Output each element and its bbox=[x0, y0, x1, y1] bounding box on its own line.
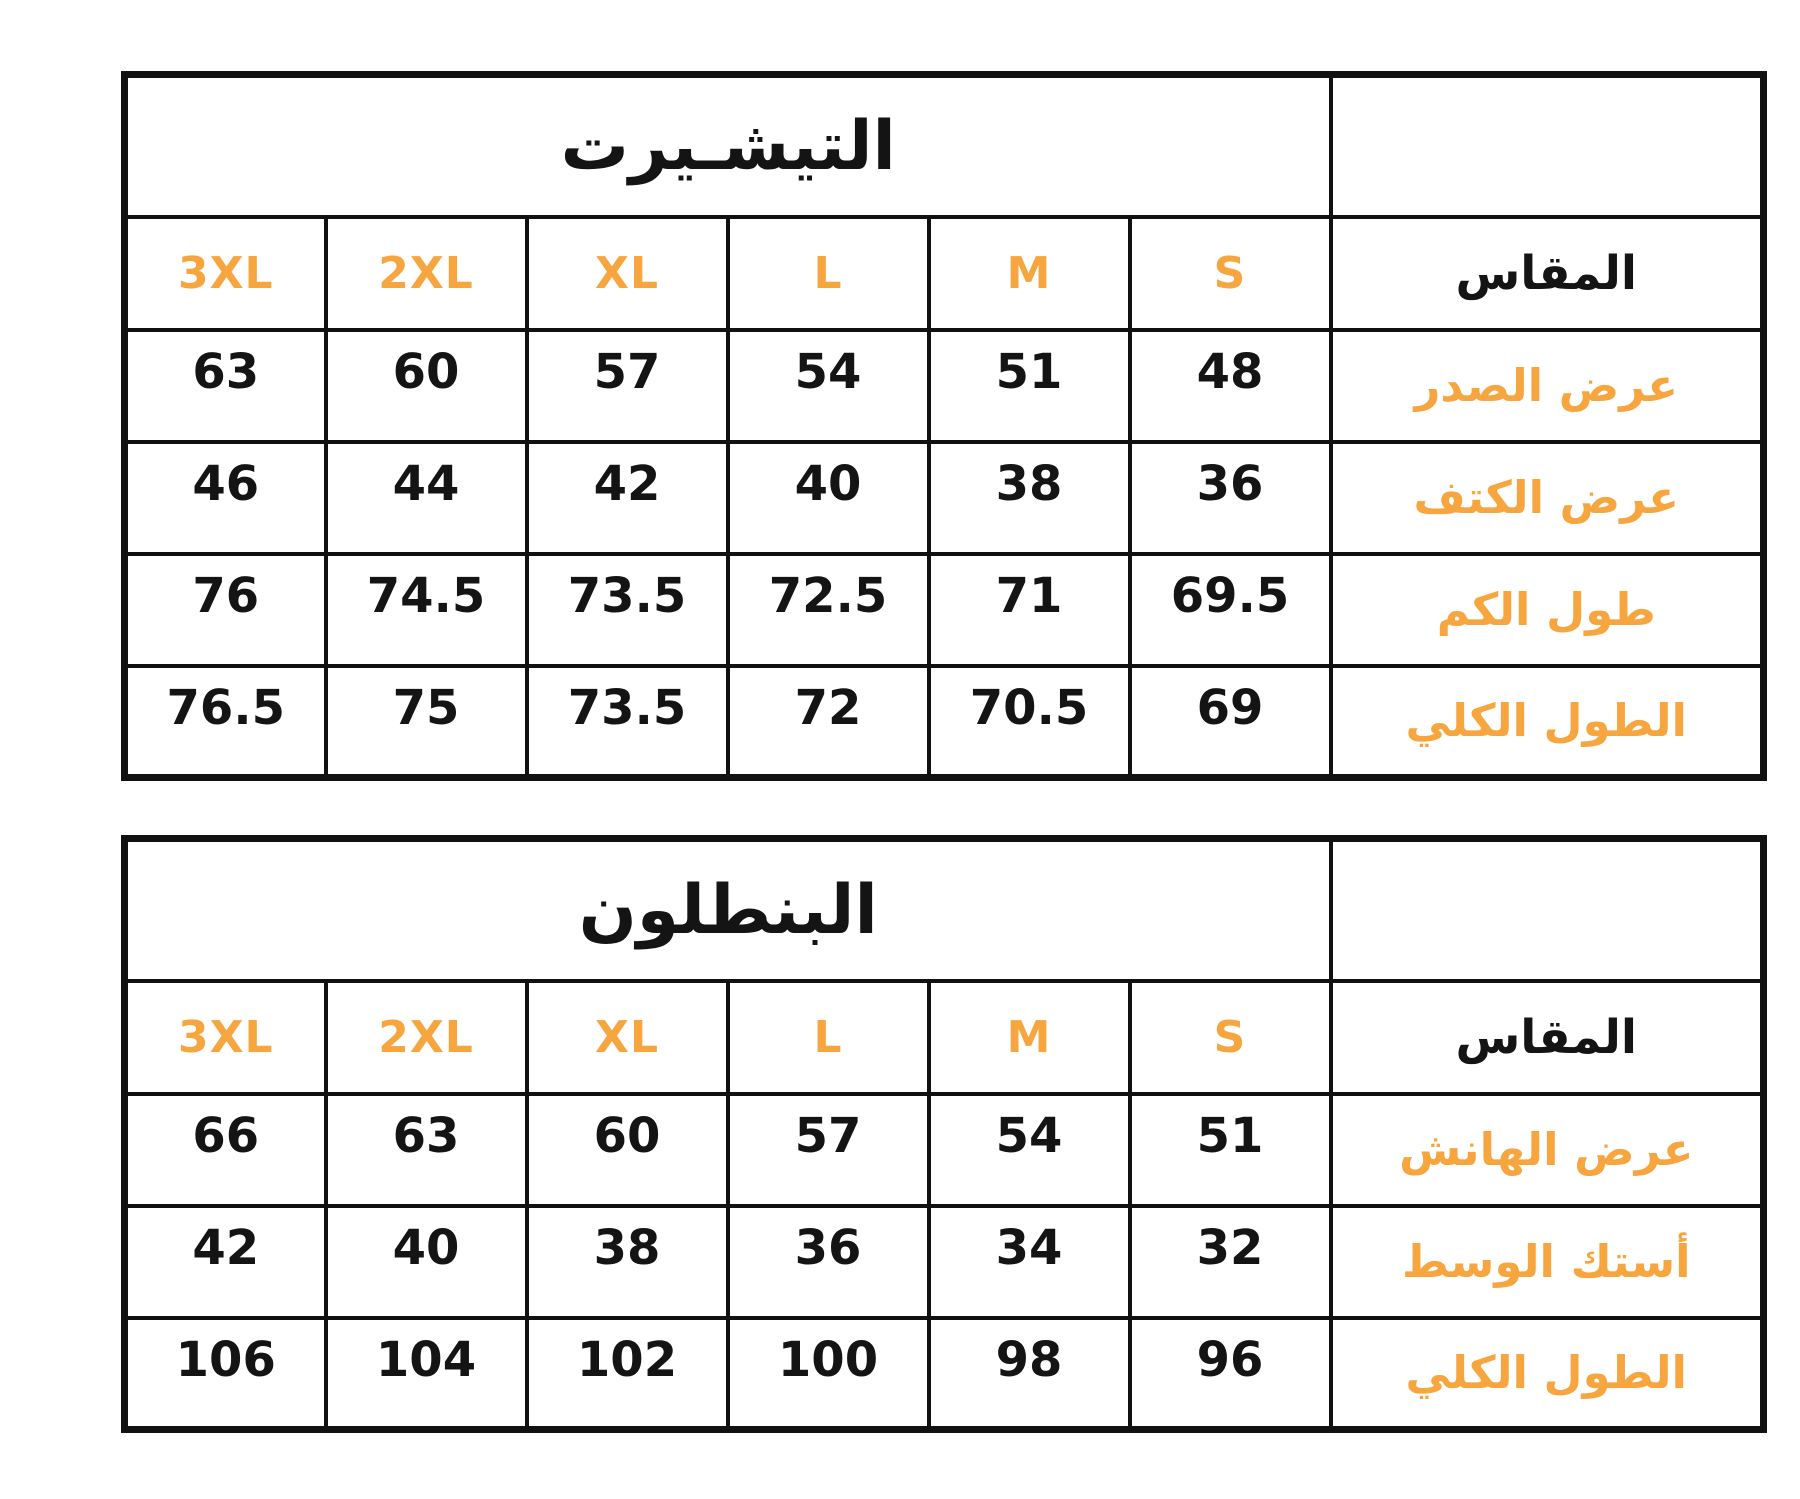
table-row bbox=[125, 1094, 1764, 1206]
size-header-2xl: 2XL bbox=[326, 981, 527, 1094]
value-cell: 71 bbox=[929, 554, 1130, 666]
value-cell: 44 bbox=[326, 442, 527, 554]
value-cell: 69 bbox=[1130, 666, 1331, 778]
size-header-l: L bbox=[728, 981, 929, 1094]
row-label: الطول الكلي bbox=[1331, 666, 1764, 778]
value-cell: 72 bbox=[728, 666, 929, 778]
value-cell: 40 bbox=[326, 1206, 527, 1318]
row-label: طول الكم bbox=[1331, 554, 1764, 666]
value-cell: 60 bbox=[527, 1094, 728, 1206]
table-row bbox=[125, 442, 1764, 554]
size-header-s: S bbox=[1130, 981, 1331, 1094]
row-label: عرض الصدر bbox=[1331, 330, 1764, 442]
table-title: البنطلون bbox=[125, 839, 1331, 981]
row-label: أستك الوسط bbox=[1331, 1206, 1764, 1318]
table-row bbox=[125, 554, 1764, 666]
value-cell: 42 bbox=[125, 1206, 326, 1318]
size-header-s: S bbox=[1130, 217, 1331, 330]
table-row bbox=[125, 330, 1764, 442]
value-cell: 104 bbox=[326, 1318, 527, 1430]
value-cell: 76 bbox=[125, 554, 326, 666]
value-cell: 38 bbox=[929, 442, 1130, 554]
value-cell: 51 bbox=[1130, 1094, 1331, 1206]
value-cell: 100 bbox=[728, 1318, 929, 1430]
value-cell: 34 bbox=[929, 1206, 1130, 1318]
value-cell: 102 bbox=[527, 1318, 728, 1430]
value-cell: 73.5 bbox=[527, 666, 728, 778]
measure-column-header: المقاس bbox=[1331, 981, 1764, 1094]
value-cell: 36 bbox=[1130, 442, 1331, 554]
value-cell: 63 bbox=[326, 1094, 527, 1206]
value-cell: 51 bbox=[929, 330, 1130, 442]
size-header-m: M bbox=[929, 217, 1130, 330]
size-header-row bbox=[125, 217, 1764, 330]
table-row bbox=[125, 1206, 1764, 1318]
size-header-m: M bbox=[929, 981, 1130, 1094]
table-title: التيشـيرت bbox=[125, 75, 1331, 217]
value-cell: 42 bbox=[527, 442, 728, 554]
value-cell: 96 bbox=[1130, 1318, 1331, 1430]
table-row bbox=[125, 1318, 1764, 1430]
tshirt-size-table bbox=[121, 71, 1767, 781]
corner-cell bbox=[1331, 75, 1764, 217]
pants-size-table bbox=[121, 835, 1767, 1433]
value-cell: 40 bbox=[728, 442, 929, 554]
value-cell: 63 bbox=[125, 330, 326, 442]
value-cell: 46 bbox=[125, 442, 326, 554]
value-cell: 36 bbox=[728, 1206, 929, 1318]
value-cell: 57 bbox=[728, 1094, 929, 1206]
value-cell: 38 bbox=[527, 1206, 728, 1318]
size-header-3xl: 3XL bbox=[125, 217, 326, 330]
value-cell: 54 bbox=[929, 1094, 1130, 1206]
size-header-3xl: 3XL bbox=[125, 981, 326, 1094]
value-cell: 75 bbox=[326, 666, 527, 778]
value-cell: 74.5 bbox=[326, 554, 527, 666]
value-cell: 73.5 bbox=[527, 554, 728, 666]
value-cell: 98 bbox=[929, 1318, 1130, 1430]
value-cell: 66 bbox=[125, 1094, 326, 1206]
size-header-2xl: 2XL bbox=[326, 217, 527, 330]
table-title-row bbox=[125, 75, 1764, 217]
value-cell: 106 bbox=[125, 1318, 326, 1430]
value-cell: 76.5 bbox=[125, 666, 326, 778]
size-header-xl: XL bbox=[527, 217, 728, 330]
value-cell: 54 bbox=[728, 330, 929, 442]
row-label: الطول الكلي bbox=[1331, 1318, 1764, 1430]
value-cell: 48 bbox=[1130, 330, 1331, 442]
table-row bbox=[125, 666, 1764, 778]
row-label: عرض الكتف bbox=[1331, 442, 1764, 554]
corner-cell bbox=[1331, 839, 1764, 981]
size-header-row bbox=[125, 981, 1764, 1094]
size-header-xl: XL bbox=[527, 981, 728, 1094]
value-cell: 70.5 bbox=[929, 666, 1130, 778]
value-cell: 72.5 bbox=[728, 554, 929, 666]
size-header-l: L bbox=[728, 217, 929, 330]
table-title-row bbox=[125, 839, 1764, 981]
measure-column-header: المقاس bbox=[1331, 217, 1764, 330]
value-cell: 32 bbox=[1130, 1206, 1331, 1318]
row-label: عرض الهانش bbox=[1331, 1094, 1764, 1206]
value-cell: 69.5 bbox=[1130, 554, 1331, 666]
value-cell: 60 bbox=[326, 330, 527, 442]
value-cell: 57 bbox=[527, 330, 728, 442]
